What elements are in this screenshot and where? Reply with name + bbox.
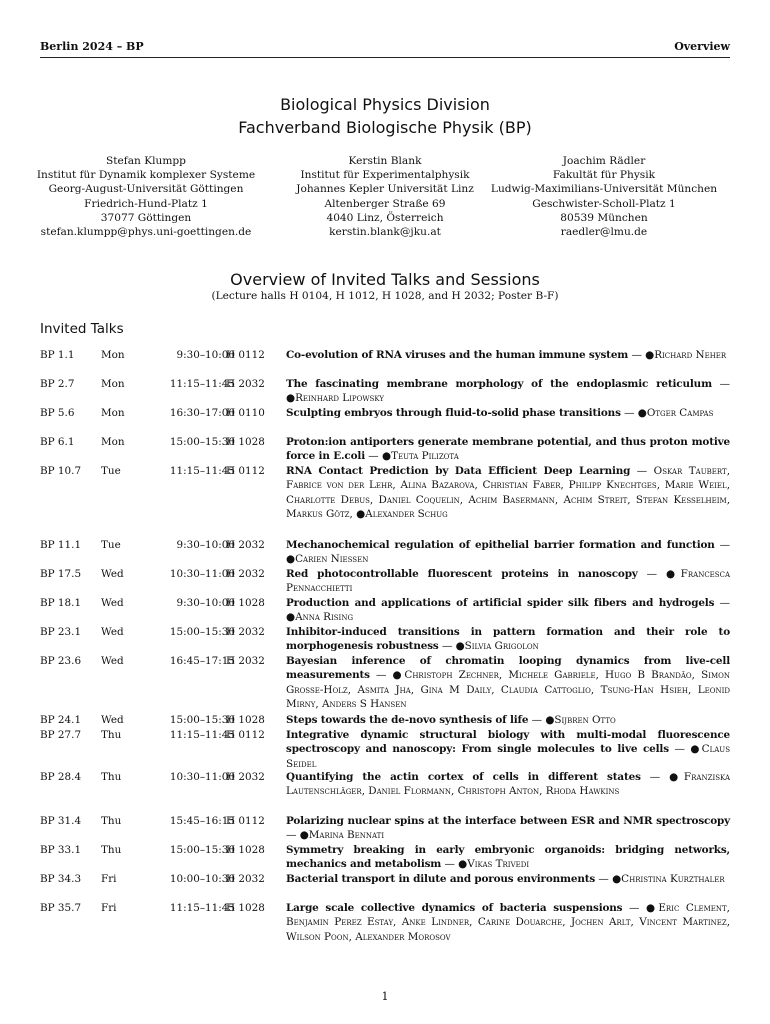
talk-speakers: ●Silvia Grigolon [455, 640, 539, 653]
organizer-line: 4040 Linz, Österreich [326, 211, 444, 224]
talk-separator: — [365, 450, 382, 463]
talk-room: H 0112 [226, 465, 265, 477]
talk-day: Thu [101, 771, 122, 783]
talk-code: BP 10.7 [40, 465, 82, 477]
talk-code: BP 23.6 [40, 655, 82, 667]
talk-separator: — [714, 539, 730, 551]
talk-description [286, 713, 730, 727]
talk-speakers: ●Franziska Lautenschläger, Daniel Flormann, Christoph Anton, Rhoda Hawkins [286, 771, 730, 798]
talk-time: 15:00–15:30 [169, 436, 235, 448]
talk-separator: — [630, 465, 654, 477]
organizer-line: Institut für Dynamik komplexer Systeme [36, 169, 256, 182]
organizer-line: Fakultät für Physik [552, 169, 656, 182]
talk-day: Mon [101, 407, 125, 419]
talk-separator: — [637, 568, 666, 580]
talk-room: H 2032 [226, 873, 265, 885]
talk-separator: — [714, 597, 730, 609]
talk-speakers: ●Carien Niessen [286, 553, 369, 566]
talk-separator: — [668, 743, 691, 756]
talk-separator: — [286, 829, 300, 842]
talk-code: BP 11.1 [40, 539, 82, 551]
talk-description [286, 596, 730, 625]
talk-description [286, 901, 730, 944]
talk-title[interactable]: Bayesian inference of chromatin looping dynamics from live-cell measurements [286, 655, 730, 682]
talk-speakers: ●Sijbren Otto [545, 714, 616, 726]
talk-day: Mon [101, 436, 125, 448]
talk-title[interactable]: Red photocontrollable fluorescent proteins in nanoscopy [286, 568, 638, 580]
organizer-email[interactable]: kerstin.blank@jku.at [329, 226, 441, 239]
organizer-line: Geschwister-Scholl-Platz 1 [532, 197, 676, 210]
talk-code: BP 31.4 [40, 815, 82, 827]
talk-day: Wed [101, 597, 124, 609]
talk-room: H 1028 [226, 844, 265, 856]
talk-code: BP 5.6 [40, 407, 75, 419]
organizer-email[interactable]: stefan.klumpp@phys.uni-goettingen.de [40, 226, 252, 239]
talk-time: 16:45–17:15 [169, 655, 235, 667]
organizer-line: Institut für Experimentalphysik [300, 169, 470, 182]
header-rule [40, 57, 730, 58]
talk-code: BP 28.4 [40, 771, 82, 783]
talk-room: H 1028 [226, 597, 265, 609]
talk-room: H 0112 [226, 349, 265, 361]
talk-separator: — [438, 640, 456, 653]
talk-time: 9:30–10:00 [176, 349, 235, 361]
talk-description [286, 843, 730, 872]
talk-title[interactable]: Inhibitor-induced transitions in pattern formation and their role to morphogenesis robustness [286, 626, 730, 653]
talk-code: BP 1.1 [40, 349, 75, 361]
organizer-1 [30, 154, 262, 239]
talk-title[interactable]: Quantifying the actin cortex of cells in different states [286, 771, 641, 783]
talk-code: BP 18.1 [40, 597, 82, 609]
organizer-line: Altenberger Straße 69 [324, 197, 446, 210]
talk-day: Thu [101, 815, 122, 827]
talk-time: 15:00–15:30 [169, 844, 235, 856]
talk-separator: — [595, 873, 613, 885]
talk-time: 15:00–15:30 [169, 626, 235, 638]
talk-title[interactable]: Steps towards the de-novo synthesis of life [286, 714, 529, 726]
talk-time: 15:45–16:15 [169, 815, 235, 827]
talk-speakers: ●Reinhard Lipowsky [286, 392, 385, 405]
talk-room: H 2032 [226, 539, 265, 551]
talk-title[interactable]: RNA Contact Prediction by Data Efficient Deep Learning [286, 465, 631, 477]
talk-speakers: ●Anna Rising [286, 611, 354, 624]
talk-title[interactable]: Proton:ion antiporters generate membrane potential, and thus proton motive force in E.coli [286, 436, 730, 463]
talk-room: H 2032 [226, 568, 265, 580]
talk-day: Mon [101, 349, 125, 361]
talk-separator: — [620, 407, 638, 419]
talk-room: H 1028 [226, 436, 265, 448]
header-left: Berlin 2024 – BP [40, 40, 144, 53]
talk-speakers: ●Vikas Trivedi [458, 858, 530, 871]
talk-time: 15:00–15:30 [169, 714, 235, 726]
talk-time: 16:30–17:00 [169, 407, 235, 419]
overview-subtitle: (Lecture halls H 0104, H 1012, H 1028, and H 2032; Poster B-F) [211, 290, 559, 302]
talk-separator: — [628, 349, 646, 361]
talk-time: 11:15–11:45 [169, 729, 235, 741]
talk-speakers: ●Otger Campas [637, 407, 714, 419]
talk-time: 11:15–11:45 [169, 465, 235, 477]
talk-description [286, 770, 730, 799]
talk-room: H 1028 [226, 902, 265, 914]
talk-code: BP 33.1 [40, 844, 82, 856]
talk-code: BP 27.7 [40, 729, 82, 741]
talk-room: H 2032 [226, 378, 265, 390]
talk-time: 11:15–11:45 [169, 902, 235, 914]
talk-day: Thu [101, 729, 122, 741]
organizer-line: Friedrich-Hund-Platz 1 [84, 197, 208, 210]
talk-title[interactable]: Polarizing nuclear spins at the interface between ESR and NMR spectroscopy [286, 815, 730, 827]
organizer-line: Johannes Kepler Universität Linz [296, 183, 474, 196]
talk-day: Wed [101, 568, 124, 580]
talk-room: H 2032 [226, 771, 265, 783]
talk-title[interactable]: Large scale collective dynamics of bacteria suspensions [286, 902, 623, 914]
organizer-line: 80539 München [560, 211, 648, 224]
header-right: Overview [674, 40, 730, 53]
talk-speakers: ●Eric Clement, Benjamin Perez Estay, Anke Lindner, Carine Douarche, Jochen Arlt, Vincent Martinez, Wilson Poon, Alexander Morosov [286, 902, 730, 943]
talk-description [286, 377, 730, 406]
running-header [40, 40, 730, 56]
talk-speakers: ●Teuta Pilizota [382, 450, 459, 463]
talk-title[interactable]: Production and applications of artificial spider silk fibers and hydrogels [286, 597, 715, 609]
section-title: Invited Talks [40, 321, 124, 337]
talk-title[interactable]: Co-evolution of RNA viruses and the human immune system [286, 349, 629, 361]
talk-room: H 2032 [226, 626, 265, 638]
talk-day: Wed [101, 626, 124, 638]
talk-description [286, 348, 730, 362]
talk-separator: — [441, 858, 459, 871]
talk-separator: — [369, 669, 393, 682]
talk-time: 10:30–11:00 [169, 568, 235, 580]
overview-title: Overview of Invited Talks and Sessions [230, 270, 540, 289]
talk-description [286, 728, 730, 771]
talk-time: 10:00–10:30 [169, 873, 235, 885]
talk-speakers: Oskar Taubert, Fabrice von der Lehr, Alina Bazarova, Christian Faber, Philipp Knechtges, Marie Weiel, Charlotte Debus, Daniel Coquelin, Achim Basermann, Achim Streit, Stefan Kesselheim, Markus Götz, ●Alexander Schug [286, 465, 730, 521]
talk-speakers: ●Christoph Zechner, Michele Gabriele, Hugo B Brandão, Simon Grosse-Holz, Asmita Jha, Gina M Daily, Claudia Cattoglio, Tsung-Han Hsieh, Leonid Mirny, Anders S Hansen [286, 669, 730, 711]
talk-separator: — [622, 902, 646, 914]
talk-separator: — [711, 378, 730, 390]
talk-day: Fri [101, 902, 117, 914]
talk-title[interactable]: The fascinating membrane morphology of the endoplasmic reticulum [286, 378, 712, 390]
talk-description [286, 872, 730, 886]
page-number: 1 [381, 990, 389, 1003]
organizer-3 [488, 154, 720, 239]
talk-description [286, 464, 730, 522]
talk-day: Wed [101, 655, 124, 667]
talk-title[interactable]: Symmetry breaking in early embryonic organoids: bridging networks, mechanics and metabolism [286, 844, 730, 871]
talk-speakers: ●Marina Bennati [299, 829, 385, 842]
talk-separator: — [528, 714, 546, 726]
talk-day: Mon [101, 378, 125, 390]
talk-description [286, 625, 730, 654]
talk-title[interactable]: Bacterial transport in dilute and porous environments [286, 873, 596, 885]
talk-day: Tue [101, 465, 121, 477]
talk-day: Wed [101, 714, 124, 726]
organizer-name: Joachim Rädler [562, 155, 646, 167]
talk-room: H 0110 [226, 407, 265, 419]
talk-description [286, 538, 730, 567]
division-title: Biological Physics Division [280, 95, 490, 114]
talk-room: H 0112 [226, 729, 265, 741]
talk-day: Fri [101, 873, 117, 885]
organizer-line: Ludwig-Maximilians-Universität München [490, 183, 718, 196]
talk-code: BP 34.3 [40, 873, 82, 885]
talk-description [286, 654, 730, 712]
talk-room: H 2032 [226, 655, 265, 667]
organizer-line: 37077 Göttingen [100, 211, 192, 224]
talk-code: BP 35.7 [40, 902, 82, 914]
division-title-german: Fachverband Biologische Physik (BP) [238, 118, 532, 137]
talk-speakers: ●Claus Seidel [286, 743, 731, 770]
talk-code: BP 17.5 [40, 568, 82, 580]
organizer-name: Stefan Klumpp [106, 155, 186, 167]
talk-time: 9:30–10:00 [176, 597, 235, 609]
talk-description [286, 567, 730, 596]
talk-description [286, 814, 730, 843]
talk-separator: — [640, 771, 670, 783]
talk-day: Thu [101, 844, 122, 856]
talk-description [286, 406, 730, 420]
talk-room: H 1028 [226, 714, 265, 726]
talk-code: BP 24.1 [40, 714, 82, 726]
talk-room: H 0112 [226, 815, 265, 827]
talk-title[interactable]: Integrative dynamic structural biology with multi-modal fluorescence spectroscopy and nanoscopy: From single molecules to live cells [286, 729, 730, 756]
talk-speakers: ●Richard Neher [645, 349, 727, 361]
talk-code: BP 23.1 [40, 626, 82, 638]
talk-speakers: ●Francesca Pennacchietti [286, 568, 730, 595]
talk-title[interactable]: Sculpting embryos through fluid-to-solid phase transitions [286, 407, 621, 419]
talk-time: 11:15–11:45 [169, 378, 235, 390]
talk-title[interactable]: Mechanochemical regulation of epithelial barrier formation and function [286, 539, 715, 551]
talk-day: Tue [101, 539, 121, 551]
organizer-name: Kerstin Blank [348, 155, 422, 167]
talk-code: BP 2.7 [40, 378, 75, 390]
organizer-line: Georg-August-Universität Göttingen [48, 183, 244, 196]
talk-description [286, 435, 730, 464]
talk-speakers: ●Christina Kurzthaler [612, 873, 725, 885]
organizer-2 [286, 154, 484, 239]
talk-time: 10:30–11:00 [169, 771, 235, 783]
talk-time: 9:30–10:00 [176, 539, 235, 551]
organizer-email[interactable]: raedler@lmu.de [560, 226, 648, 239]
talk-code: BP 6.1 [40, 436, 75, 448]
